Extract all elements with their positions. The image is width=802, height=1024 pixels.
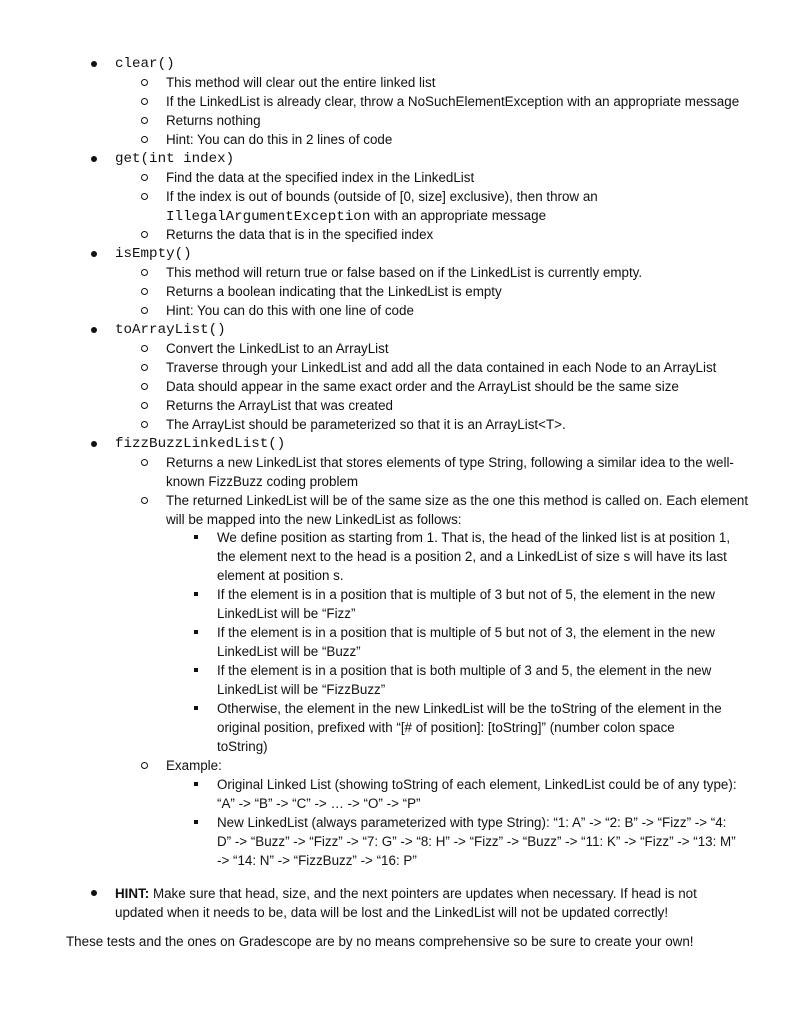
example-new-2: D” -> “Buzz” -> “Fizz” -> “7: G” -> “8: H” -> “Fizz” -> “Buzz” -> “11: K” -> “Fizz” -> “13: M” xyxy=(217,834,736,849)
sub-bullet xyxy=(141,497,148,504)
sub-bullet xyxy=(141,174,148,181)
fizzbuzz-item-1: Returns a new LinkedList that stores elements of type String, following a similar idea to the well- xyxy=(166,455,734,470)
method-isempty: isEmpty() xyxy=(115,246,192,262)
sub-bullet xyxy=(141,136,148,143)
method-toarraylist: toArrayList() xyxy=(115,322,226,338)
sub-bullet xyxy=(141,364,148,371)
rule-buzz-1: If the element is in a position that is multiple of 5 but not of 3, the element in the new xyxy=(217,625,715,640)
bullet-get xyxy=(91,156,97,162)
hint-line-2: updated when it needs to be, data will be lost and the LinkedList will not be updated correctly! xyxy=(115,905,669,920)
sub-bullet xyxy=(141,269,148,276)
isempty-item-1: This method will return true or false based on if the LinkedList is currently empty. xyxy=(166,265,643,280)
sub-sub-bullet xyxy=(194,630,198,634)
hint-label: HINT: xyxy=(115,886,150,901)
sub-sub-bullet xyxy=(194,782,198,786)
bullet-toarraylist xyxy=(91,327,97,333)
rule-otherwise-3: toString) xyxy=(217,739,268,754)
rule-position-1: We define position as starting from 1. That is, the head of the linked list is at position 1, xyxy=(217,530,731,545)
clear-item-3: Returns nothing xyxy=(166,113,261,128)
sub-sub-bullet xyxy=(194,535,198,539)
method-clear: clear() xyxy=(115,56,175,72)
sub-sub-bullet xyxy=(194,706,198,710)
toarraylist-item-3: Data should appear in the same exact order and the ArrayList should be the same size xyxy=(166,379,679,394)
get-item-1: Find the data at the specified index in the LinkedList xyxy=(166,170,475,185)
sub-bullet xyxy=(141,117,148,124)
fizzbuzz-item-1-cont: known FizzBuzz coding problem xyxy=(166,474,359,489)
sub-bullet xyxy=(141,345,148,352)
rule-buzz-2: LinkedList will be “Buzz” xyxy=(217,644,361,659)
sub-sub-bullet xyxy=(194,668,198,672)
isempty-item-2: Returns a boolean indicating that the LinkedList is empty xyxy=(166,284,502,299)
clear-item-4: Hint: You can do this in 2 lines of code xyxy=(166,132,393,147)
rule-fizz-1: If the element is in a position that is multiple of 3 but not of 5, the element in the new xyxy=(217,587,715,602)
sub-bullet xyxy=(141,459,148,466)
example-original-2: “A” -> “B” -> “C” -> … -> “O” -> “P” xyxy=(217,796,421,811)
exception-name: IllegalArgumentException xyxy=(166,209,371,225)
toarraylist-item-4: Returns the ArrayList that was created xyxy=(166,398,394,413)
clear-item-2: If the LinkedList is already clear, throw a NoSuchElementException with an appropriate message xyxy=(166,94,740,109)
toarraylist-item-2: Traverse through your LinkedList and add all the data contained in each Node to an ArrayList xyxy=(166,360,717,375)
sub-bullet xyxy=(141,421,148,428)
toarraylist-item-1: Convert the LinkedList to an ArrayList xyxy=(166,341,389,356)
sub-bullet xyxy=(141,79,148,86)
sub-bullet xyxy=(141,288,148,295)
bullet-fizzbuzz xyxy=(91,441,97,447)
sub-sub-bullet xyxy=(194,592,198,596)
example-original-1: Original Linked List (showing toString of each element, LinkedList could be of any type): xyxy=(217,777,737,792)
toarraylist-item-5: The ArrayList should be parameterized so that it is an ArrayList<T>. xyxy=(166,417,566,432)
bullet-clear xyxy=(91,61,97,67)
bullet-hint xyxy=(91,890,97,896)
get-item-3: Returns the data that is in the specified index xyxy=(166,227,434,242)
rule-otherwise-1: Otherwise, the element in the new LinkedList will be the toString of the element in the xyxy=(217,701,722,716)
isempty-item-3: Hint: You can do this with one line of code xyxy=(166,303,414,318)
method-fizzbuzz: fizzBuzzLinkedList() xyxy=(115,436,286,452)
rule-position-2: the element next to the head is a position 2, and a LinkedList of size s will have its last xyxy=(217,549,727,564)
clear-item-1: This method will clear out the entire linked list xyxy=(166,75,436,90)
sub-bullet xyxy=(141,231,148,238)
rule-fizzbuzz-1: If the element is in a position that is both multiple of 3 and 5, the element in the new xyxy=(217,663,712,678)
rule-otherwise-2: original position, prefixed with “[# of position]: [toString]” (number colon space xyxy=(217,720,675,735)
fizzbuzz-item-2-cont: will be mapped into the new LinkedList as follows: xyxy=(166,512,462,527)
sub-sub-bullet xyxy=(194,820,198,824)
hint-text-1: Make sure that head, size, and the next pointers are updates when necessary. If head is not xyxy=(152,886,697,901)
example-label: Example: xyxy=(166,758,222,773)
sub-bullet xyxy=(141,383,148,390)
rule-fizzbuzz-2: LinkedList will be “FizzBuzz” xyxy=(217,682,386,697)
fizzbuzz-item-2: The returned LinkedList will be of the same size as the one this method is called on. Each element xyxy=(166,493,749,508)
exception-suffix: with an appropriate message xyxy=(374,208,547,223)
sub-bullet xyxy=(141,307,148,314)
sub-bullet xyxy=(141,402,148,409)
sub-bullet xyxy=(141,762,148,769)
footer-note: These tests and the ones on Gradescope are by no means comprehensive so be sure to create your own! xyxy=(66,934,694,949)
bullet-isempty xyxy=(91,251,97,257)
method-get: get(int index) xyxy=(115,151,235,167)
get-item-2-cont xyxy=(166,206,546,225)
example-new-3: -> “14: N” -> “FizzBuzz” -> “16: P” xyxy=(217,853,417,868)
hint-line-1 xyxy=(115,884,697,903)
sub-bullet xyxy=(141,98,148,105)
rule-position-3: element at position s. xyxy=(217,568,344,583)
example-new-1: New LinkedList (always parameterized with type String): “1: A” -> “2: B” -> “Fizz” -> “4: xyxy=(217,815,727,830)
sub-bullet xyxy=(141,193,148,200)
get-item-2: If the index is out of bounds (outside of [0, size] exclusive), then throw an xyxy=(166,189,598,204)
rule-fizz-2: LinkedList will be “Fizz” xyxy=(217,606,356,621)
